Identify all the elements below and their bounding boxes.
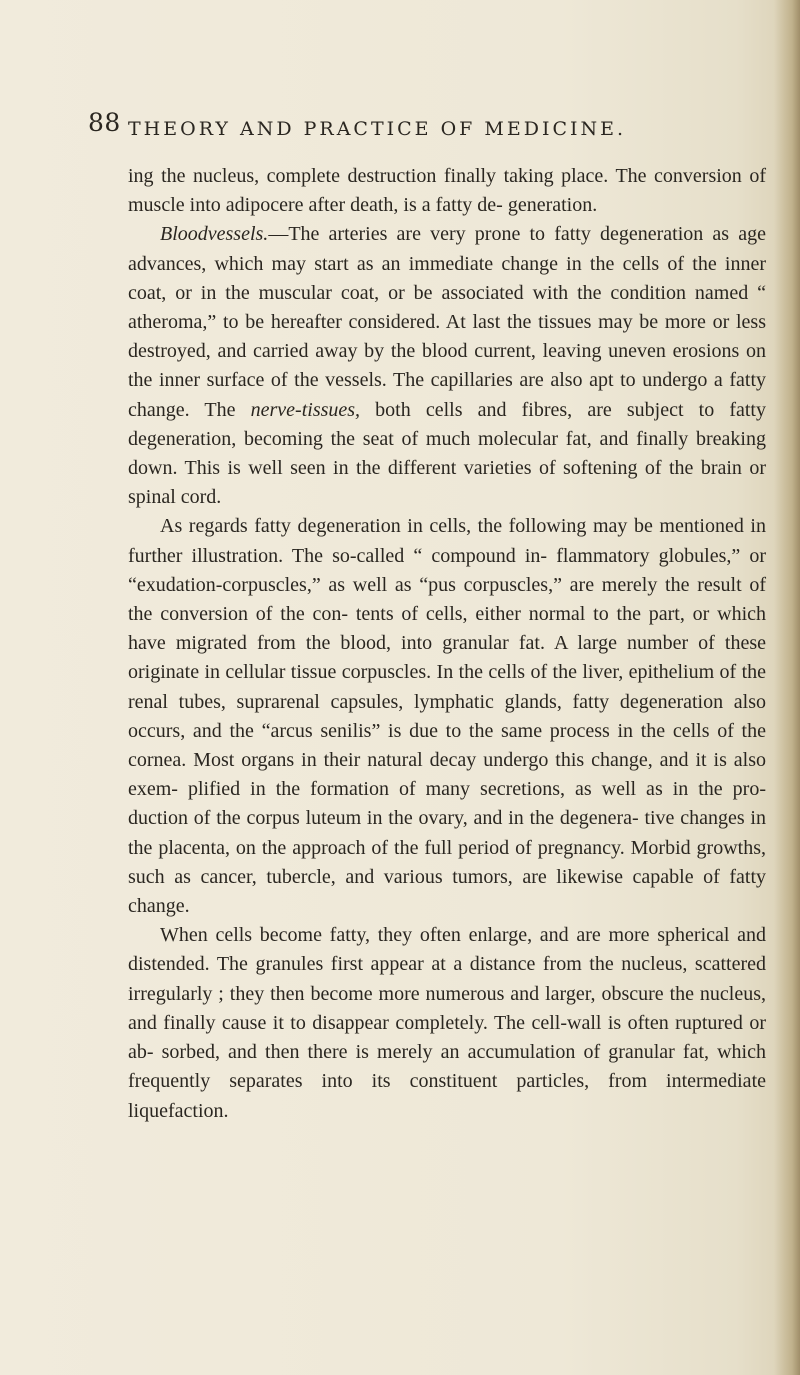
page-edge-shadow	[774, 0, 800, 1375]
page-number: 88	[88, 108, 121, 137]
term-nerve-tissues: nerve-tissues,	[250, 398, 361, 421]
page-header	[88, 108, 788, 142]
paragraph-4: When cells become fatty, they often enlarge, and are more spherical and distended. The granules first appear at a distance from the nucleus, scattered irregularly ; they then become more numerous and larger, obscure the nucleus, and finally cause it to disappear completely. The cell-wall is often ruptured or ab- sorbed, and then there is merely an accumulation of granular fat, which frequently separates into its constituent particles, from intermediate liquefaction.	[128, 924, 766, 1122]
running-title: THEORY AND PRACTICE OF MEDICINE.	[128, 118, 627, 140]
body-text	[128, 162, 766, 1126]
paragraph-3: As regards fatty degeneration in cells, the following may be mentioned in further illustration. The so-called “ compound in- flammatory globules,” or “exudation-corpuscles,” as well as “pus corpuscles,” are merely the result of the conversion of the con- tents of cells, either normal to the part, or which have migrated from the blood, into granular fat. A large number of these originate in cellular tissue corpuscles. In the cells of the liver, epithelium of the renal tubes, suprarenal capsules, lymphatic glands, fatty degeneration also occurs, and the “arcus senilis” is due to the same process in the cells of the cornea. Most organs in their natural decay undergo this change, and it is also exem- plified in the formation of many secretions, as well as in the pro- duction of the corpus luteum in the ovary, and in the degenera- tive changes in the placenta, on the approach of the full period of pregnancy. Morbid growths, such as cancer, tubercle, and various tumors, are likewise capable of fatty change.	[128, 515, 766, 918]
paragraph-2-text-a: —The arteries are very prone to fatty degeneration as age advances, which may start as an immediate change in the cells of the inner coat, or in the muscular coat, or be associated with the condition named “ atheroma,” to be hereafter considered. At last the tissues may be more or less destroyed, and carried away by the blood current, leaving uneven erosions on the inner surface of the vessels. The capillaries are also apt to undergo a fatty change. The	[128, 223, 766, 421]
paragraph-2-text-b: both cells and fibres, are subject to fatty degeneration, becoming the seat of much molecular fat, and finally breaking down. This is well seen in the different varieties of softening of the brain or spinal cord.	[128, 398, 766, 509]
section-heading-bloodvessels: Bloodvessels.	[160, 223, 269, 246]
paragraph-bloodvessels	[128, 220, 766, 512]
paragraph-1: ing the nucleus, complete destruction finally taking place. The conversion of muscle into adipocere after death, is a fatty de- generation.	[128, 165, 766, 217]
